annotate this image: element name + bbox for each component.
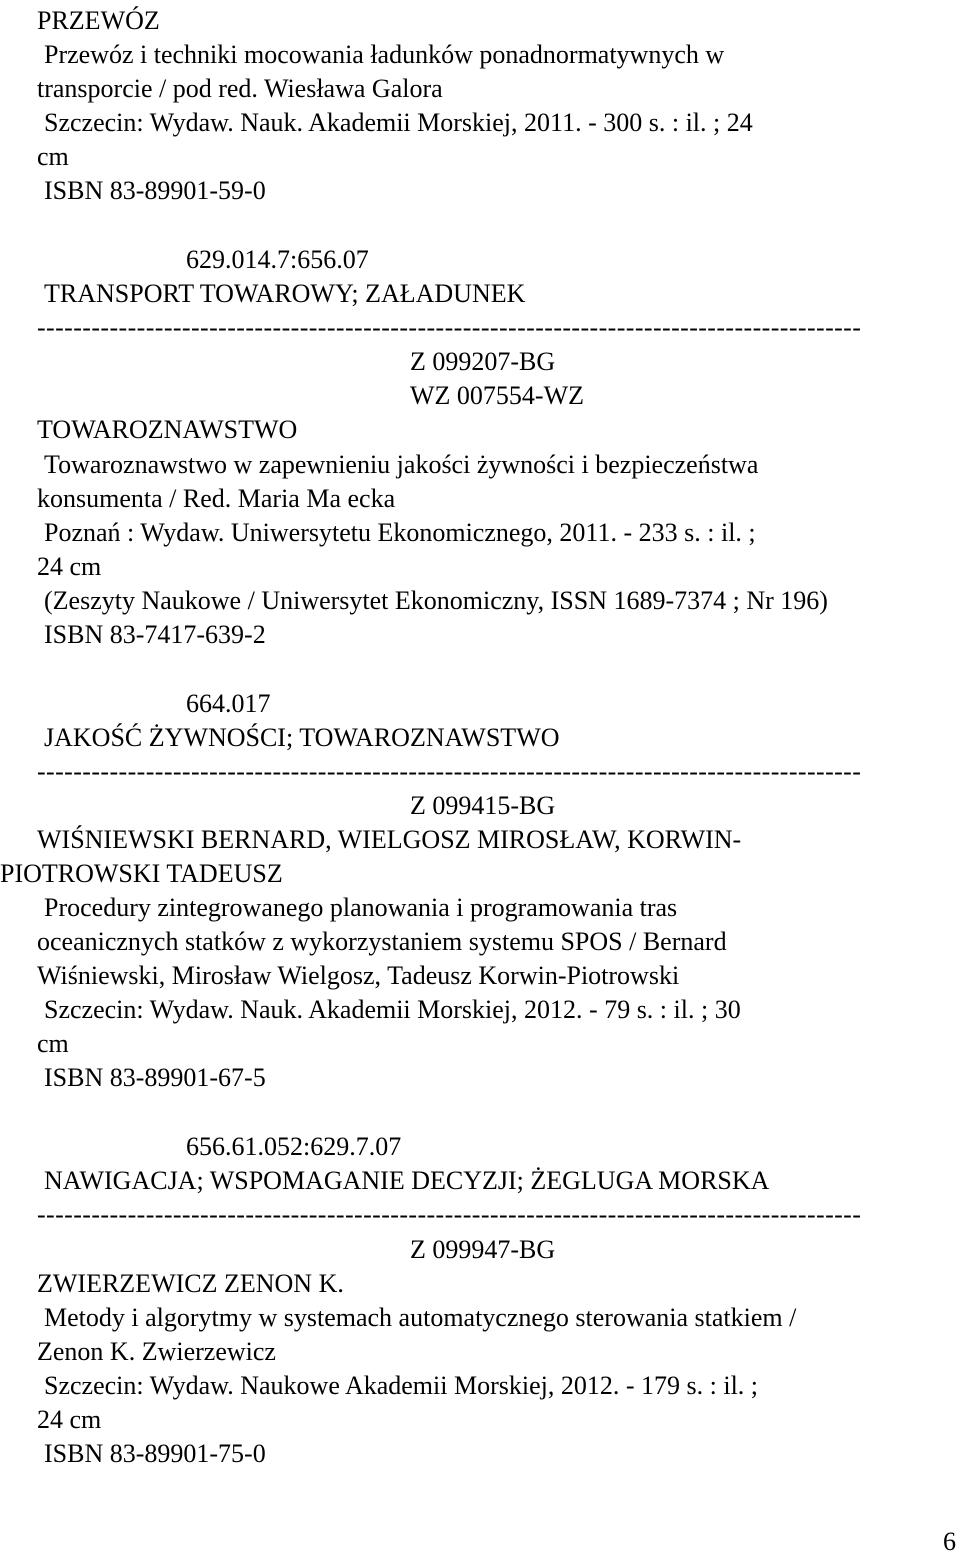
entry-4-title: Metody i algorytmy w systemach automatycznego sterowania statkiem / — [44, 1303, 797, 1332]
entry-3-signature-1: Z 099415-BG — [410, 791, 556, 820]
entry-1-imprint-cont: cm — [37, 142, 69, 171]
entry-3-title-cont-1: oceanicznych statków z wykorzystaniem systemu SPOS / Bernard — [37, 927, 727, 956]
entry-3-authors: WIŚNIEWSKI BERNARD, WIELGOSZ MIROSŁAW, KORWIN- — [37, 825, 742, 854]
entry-4-isbn: ISBN 83-89901-75-0 — [44, 1439, 266, 1468]
separator-2: ------------------------------------------------------------------------------------------- — [37, 757, 862, 786]
entry-3-title: Procedury zintegrowanego planowania i programowania tras — [44, 893, 678, 922]
separator-1: ------------------------------------------------------------------------------------------- — [37, 313, 862, 342]
entry-3-imprint-cont: cm — [37, 1029, 69, 1058]
entry-2-signature-1: Z 099207-BG — [410, 347, 556, 376]
entry-4-imprint: Szczecin: Wydaw. Naukowe Akademii Morskiej, 2012. - 179 s. : il. ; — [44, 1371, 759, 1400]
entry-1-imprint: Szczecin: Wydaw. Nauk. Akademii Morskiej, 2011. - 300 s. : il. ; 24 — [44, 108, 753, 137]
entry-1-udc: 629.014.7:656.07 — [186, 245, 369, 274]
entry-3-subjects: NAWIGACJA; WSPOMAGANIE DECYZJI; ŻEGLUGA MORSKA — [44, 1166, 770, 1195]
entry-2-title: Towaroznawstwo w zapewnieniu jakości żywności i bezpieczeństwa — [44, 450, 759, 479]
entry-2-series: (Zeszyty Naukowe / Uniwersytet Ekonomiczny, ISSN 1689-7374 ; Nr 196) — [44, 586, 828, 615]
entry-1-isbn: ISBN 83-89901-59-0 — [44, 176, 266, 205]
entry-2-imprint: Poznań : Wydaw. Uniwersytetu Ekonomicznego, 2011. - 233 s. : il. ; — [44, 518, 756, 547]
entry-3-authors-cont: PIOTROWSKI TADEUSZ — [0, 859, 283, 888]
entry-4-signature-1: Z 099947-BG — [410, 1235, 556, 1264]
entry-2-subjects: JAKOŚĆ ŻYWNOŚCI; TOWAROZNAWSTWO — [44, 723, 560, 752]
entry-1-title-cont: transporcie / pod red. Wiesława Galora — [37, 74, 443, 103]
entry-2-heading: TOWAROZNAWSTWO — [37, 415, 298, 444]
entry-1-title: Przewóz i techniki mocowania ładunków ponadnormatywnych w — [44, 40, 725, 69]
entry-4-imprint-cont: 24 cm — [37, 1405, 102, 1434]
entry-3-imprint: Szczecin: Wydaw. Nauk. Akademii Morskiej, 2012. - 79 s. : il. ; 30 — [44, 995, 741, 1024]
separator-3: ------------------------------------------------------------------------------------------- — [37, 1200, 862, 1229]
entry-2-isbn: ISBN 83-7417-639-2 — [44, 620, 266, 649]
entry-1-heading: PRZEWÓZ — [37, 6, 160, 35]
entry-1-subjects: TRANSPORT TOWAROWY; ZAŁADUNEK — [44, 279, 526, 308]
page-number: 6 — [943, 1527, 956, 1556]
entry-2-udc: 664.017 — [186, 689, 271, 718]
entry-4-author: ZWIERZEWICZ ZENON K. — [37, 1269, 344, 1298]
entry-2-title-cont: konsumenta / Red. Maria Ma ecka — [37, 484, 396, 513]
entry-4-title-cont: Zenon K. Zwierzewicz — [37, 1337, 276, 1366]
entry-2-signature-2: WZ 007554-WZ — [410, 381, 585, 410]
entry-3-udc: 656.61.052:629.7.07 — [186, 1132, 402, 1161]
entry-3-title-cont-2: Wiśniewski, Mirosław Wielgosz, Tadeusz Korwin-Piotrowski — [37, 961, 680, 990]
entry-3-isbn: ISBN 83-89901-67-5 — [44, 1063, 266, 1092]
entry-2-imprint-cont: 24 cm — [37, 552, 102, 581]
